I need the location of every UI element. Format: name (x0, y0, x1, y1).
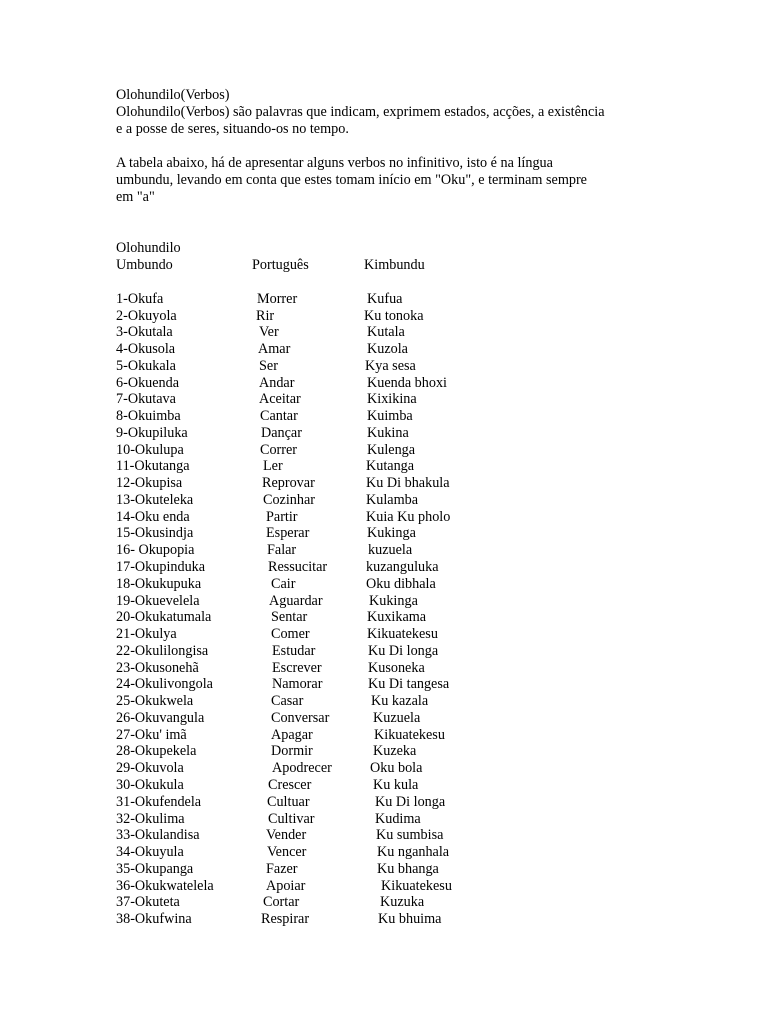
cell-umbundu: 5-Okukala (116, 357, 176, 374)
cell-portugues: Partir (266, 508, 298, 525)
table-paragraph-line: A tabela abaixo, há de apresentar alguns verbos no infinitivo, isto é na língua (116, 155, 553, 171)
cell-portugues: Ser (259, 357, 278, 374)
cell-kimbundu: Kukinga (367, 525, 416, 542)
cell-portugues: Aguardar (269, 592, 323, 609)
cell-portugues: Vender (266, 827, 307, 844)
header-kimbundu: Kimbundu (364, 257, 425, 273)
header-portugues: Português (252, 257, 309, 273)
cell-umbundu: 3-Okutala (116, 324, 173, 341)
cell-umbundu: 36-Okukwatelela (116, 877, 214, 894)
cell-portugues: Apagar (271, 726, 313, 743)
cell-kimbundu: Ku Di tangesa (368, 676, 450, 693)
cell-portugues: Apoiar (266, 877, 306, 894)
table-row (116, 794, 676, 811)
cell-kimbundu: Kuzeka (373, 743, 417, 760)
table-row (116, 593, 676, 610)
cell-umbundu: 24-Okulivongola (116, 676, 213, 693)
cell-kimbundu: Kuimba (367, 408, 413, 425)
document-page (116, 87, 676, 928)
cell-umbundu: 31-Okufendela (116, 793, 202, 810)
cell-portugues: Dançar (261, 424, 302, 441)
table-paragraph-line: umbundu, levando em conta que estes tomam início em "Oku", e terminam sempre (116, 172, 587, 188)
cell-kimbundu: Kulamba (366, 491, 419, 508)
document-title: Olohundilo(Verbos) (116, 87, 230, 103)
cell-umbundu: 23-Okusonehã (116, 659, 199, 676)
table-row (116, 878, 676, 895)
table-row (116, 626, 676, 643)
cell-kimbundu: Kikuatekesu (367, 626, 438, 643)
cell-portugues: Dormir (271, 743, 313, 760)
table-row (116, 475, 676, 492)
cell-kimbundu: Kukinga (369, 592, 418, 609)
table-row (116, 425, 676, 442)
cell-kimbundu: Kufua (367, 290, 403, 307)
table-row (116, 844, 676, 861)
cell-portugues: Conversar (271, 709, 330, 726)
cell-portugues: Morrer (257, 290, 298, 307)
intro-paragraph-line: e a posse de seres, situando-os no tempo. (116, 121, 349, 137)
cell-umbundu: 21-Okulya (116, 626, 177, 643)
cell-portugues: Cozinhar (263, 491, 316, 508)
cell-umbundu: 33-Okulandisa (116, 827, 200, 844)
cell-portugues: Apodrecer (272, 760, 332, 777)
cell-umbundu: 12-Okupisa (116, 475, 183, 492)
cell-kimbundu: Kuia Ku pholo (366, 508, 451, 525)
cell-umbundu: 17-Okupinduka (116, 559, 206, 576)
cell-portugues: Correr (260, 441, 298, 458)
cell-kimbundu: Kuzola (367, 341, 408, 358)
cell-kimbundu: Kya sesa (365, 357, 416, 374)
table-row (116, 894, 676, 911)
cell-umbundu: 13-Okuteleka (116, 491, 194, 508)
table-row (116, 760, 676, 777)
table-row (116, 358, 676, 375)
table-row (116, 643, 676, 660)
cell-kimbundu: Ku Di bhakula (366, 475, 450, 492)
cell-umbundu: 2-Okuyola (116, 307, 177, 324)
cell-portugues: Andar (259, 374, 295, 391)
cell-umbundu: 6-Okuenda (116, 374, 180, 391)
intro-paragraph-line: Olohundilo(Verbos) são palavras que indicam, exprimem estados, acções, a existência (116, 104, 605, 120)
cell-umbundu: 32-Okulima (116, 810, 185, 827)
cell-umbundu: 29-Okuvola (116, 760, 184, 777)
cell-kimbundu: Ku nganhala (377, 844, 450, 861)
table-row (116, 693, 676, 710)
cell-umbundu: 11-Okutanga (116, 458, 190, 475)
table-row (116, 324, 676, 341)
table-row (116, 391, 676, 408)
cell-portugues: Amar (258, 341, 291, 358)
table-row (116, 660, 676, 677)
cell-kimbundu: Kutanga (366, 458, 415, 475)
cell-kimbundu: Ku sumbisa (376, 827, 444, 844)
cell-portugues: Sentar (271, 609, 308, 626)
cell-portugues: Vencer (267, 844, 307, 861)
cell-portugues: Rir (256, 307, 275, 324)
cell-portugues: Estudar (272, 642, 316, 659)
cell-kimbundu: Ku tonoka (364, 307, 424, 324)
cell-portugues: Ver (259, 324, 279, 341)
table-row (116, 861, 676, 878)
cell-kimbundu: Kuxikama (367, 609, 427, 626)
cell-umbundu: 25-Okukwela (116, 693, 194, 710)
cell-kimbundu: Ku bhanga (377, 860, 439, 877)
cell-portugues: Cultuar (267, 793, 310, 810)
cell-portugues: Cultivar (268, 810, 315, 827)
cell-umbundu: 22-Okulilongisa (116, 642, 209, 659)
cell-umbundu: 1-Okufa (116, 290, 164, 307)
table-row (116, 727, 676, 744)
cell-umbundu: 18-Okukupuka (116, 575, 202, 592)
cell-umbundu: 19-Okuevelela (116, 592, 200, 609)
cell-kimbundu: Kudima (375, 810, 421, 827)
table-row (116, 576, 676, 593)
table-row (116, 811, 676, 828)
cell-kimbundu: Kuenda bhoxi (367, 374, 447, 391)
cell-umbundu: 7-Okutava (116, 391, 176, 408)
cell-umbundu: 4-Okusola (116, 341, 176, 358)
cell-portugues: Ressucitar (268, 559, 328, 576)
cell-portugues: Respirar (261, 911, 310, 928)
cell-umbundu: 26-Okuvangula (116, 709, 205, 726)
cell-portugues: Crescer (268, 776, 312, 793)
table-row (116, 442, 676, 459)
cell-kimbundu: Kikuatekesu (374, 726, 445, 743)
table-row (116, 509, 676, 526)
cell-kimbundu: Kutala (367, 324, 405, 341)
cell-portugues: Namorar (272, 676, 323, 693)
cell-kimbundu: kuzuela (368, 542, 413, 559)
table-row (116, 375, 676, 392)
cell-portugues: Cantar (260, 408, 298, 425)
cell-kimbundu: Kuzuela (373, 709, 421, 726)
cell-kimbundu: Kuzuka (380, 894, 425, 911)
cell-umbundu: 15-Okusindja (116, 525, 194, 542)
cell-kimbundu: Ku kazala (371, 693, 429, 710)
cell-umbundu: 38-Okufwina (116, 911, 192, 928)
cell-umbundu: 37-Okuteta (116, 894, 180, 911)
cell-kimbundu: Oku bola (370, 760, 423, 777)
cell-kimbundu: kuzanguluka (366, 559, 439, 576)
cell-kimbundu: Ku bhuima (378, 911, 442, 928)
table-row (116, 710, 676, 727)
cell-kimbundu: Kusoneka (368, 659, 425, 676)
cell-umbundu: 30-Okukula (116, 776, 184, 793)
table-row (116, 308, 676, 325)
cell-kimbundu: Oku dibhala (366, 575, 436, 592)
cell-umbundu: 8-Okuimba (116, 408, 181, 425)
table-paragraph-line: em "a" (116, 189, 155, 205)
cell-umbundu: 34-Okuyula (116, 844, 184, 861)
table-row (116, 559, 676, 576)
cell-kimbundu: Kukina (367, 424, 409, 441)
cell-portugues: Esperar (266, 525, 310, 542)
cell-kimbundu: Kixikina (367, 391, 417, 408)
cell-umbundu: 27-Oku' imã (116, 726, 187, 743)
cell-umbundu: 14-Oku enda (116, 508, 190, 525)
table-row (116, 676, 676, 693)
table-row (116, 291, 676, 308)
table-header-row (116, 257, 676, 274)
cell-portugues: Reprovar (262, 475, 315, 492)
table-row (116, 525, 676, 542)
cell-portugues: Cair (271, 575, 296, 592)
cell-portugues: Falar (267, 542, 297, 559)
cell-umbundu: 28-Okupekela (116, 743, 197, 760)
table-header-top: Olohundilo (116, 240, 181, 256)
table-row (116, 777, 676, 794)
verb-table (116, 291, 676, 928)
cell-umbundu: 20-Okukatumala (116, 609, 212, 626)
cell-umbundu: 35-Okupanga (116, 860, 194, 877)
table-row (116, 827, 676, 844)
table-row (116, 408, 676, 425)
cell-kimbundu: Ku Di longa (368, 642, 439, 659)
table-row (116, 458, 676, 475)
cell-portugues: Fazer (266, 860, 298, 877)
header-umbundo: Umbundo (116, 257, 173, 273)
cell-kimbundu: Kikuatekesu (381, 877, 452, 894)
cell-portugues: Escrever (272, 659, 322, 676)
cell-umbundu: 16- Okupopia (116, 542, 195, 559)
cell-kimbundu: Ku Di longa (375, 793, 446, 810)
table-row (116, 609, 676, 626)
table-row (116, 341, 676, 358)
cell-portugues: Casar (271, 693, 304, 710)
cell-kimbundu: Kulenga (367, 441, 416, 458)
cell-portugues: Ler (263, 458, 283, 475)
cell-umbundu: 9-Okupiluka (116, 424, 188, 441)
cell-portugues: Cortar (263, 894, 300, 911)
cell-kimbundu: Ku kula (373, 776, 419, 793)
table-row (116, 492, 676, 509)
table-row (116, 911, 676, 928)
cell-portugues: Aceitar (259, 391, 301, 408)
table-row (116, 743, 676, 760)
cell-umbundu: 10-Okulupa (116, 441, 184, 458)
table-row (116, 542, 676, 559)
cell-portugues: Comer (271, 626, 310, 643)
